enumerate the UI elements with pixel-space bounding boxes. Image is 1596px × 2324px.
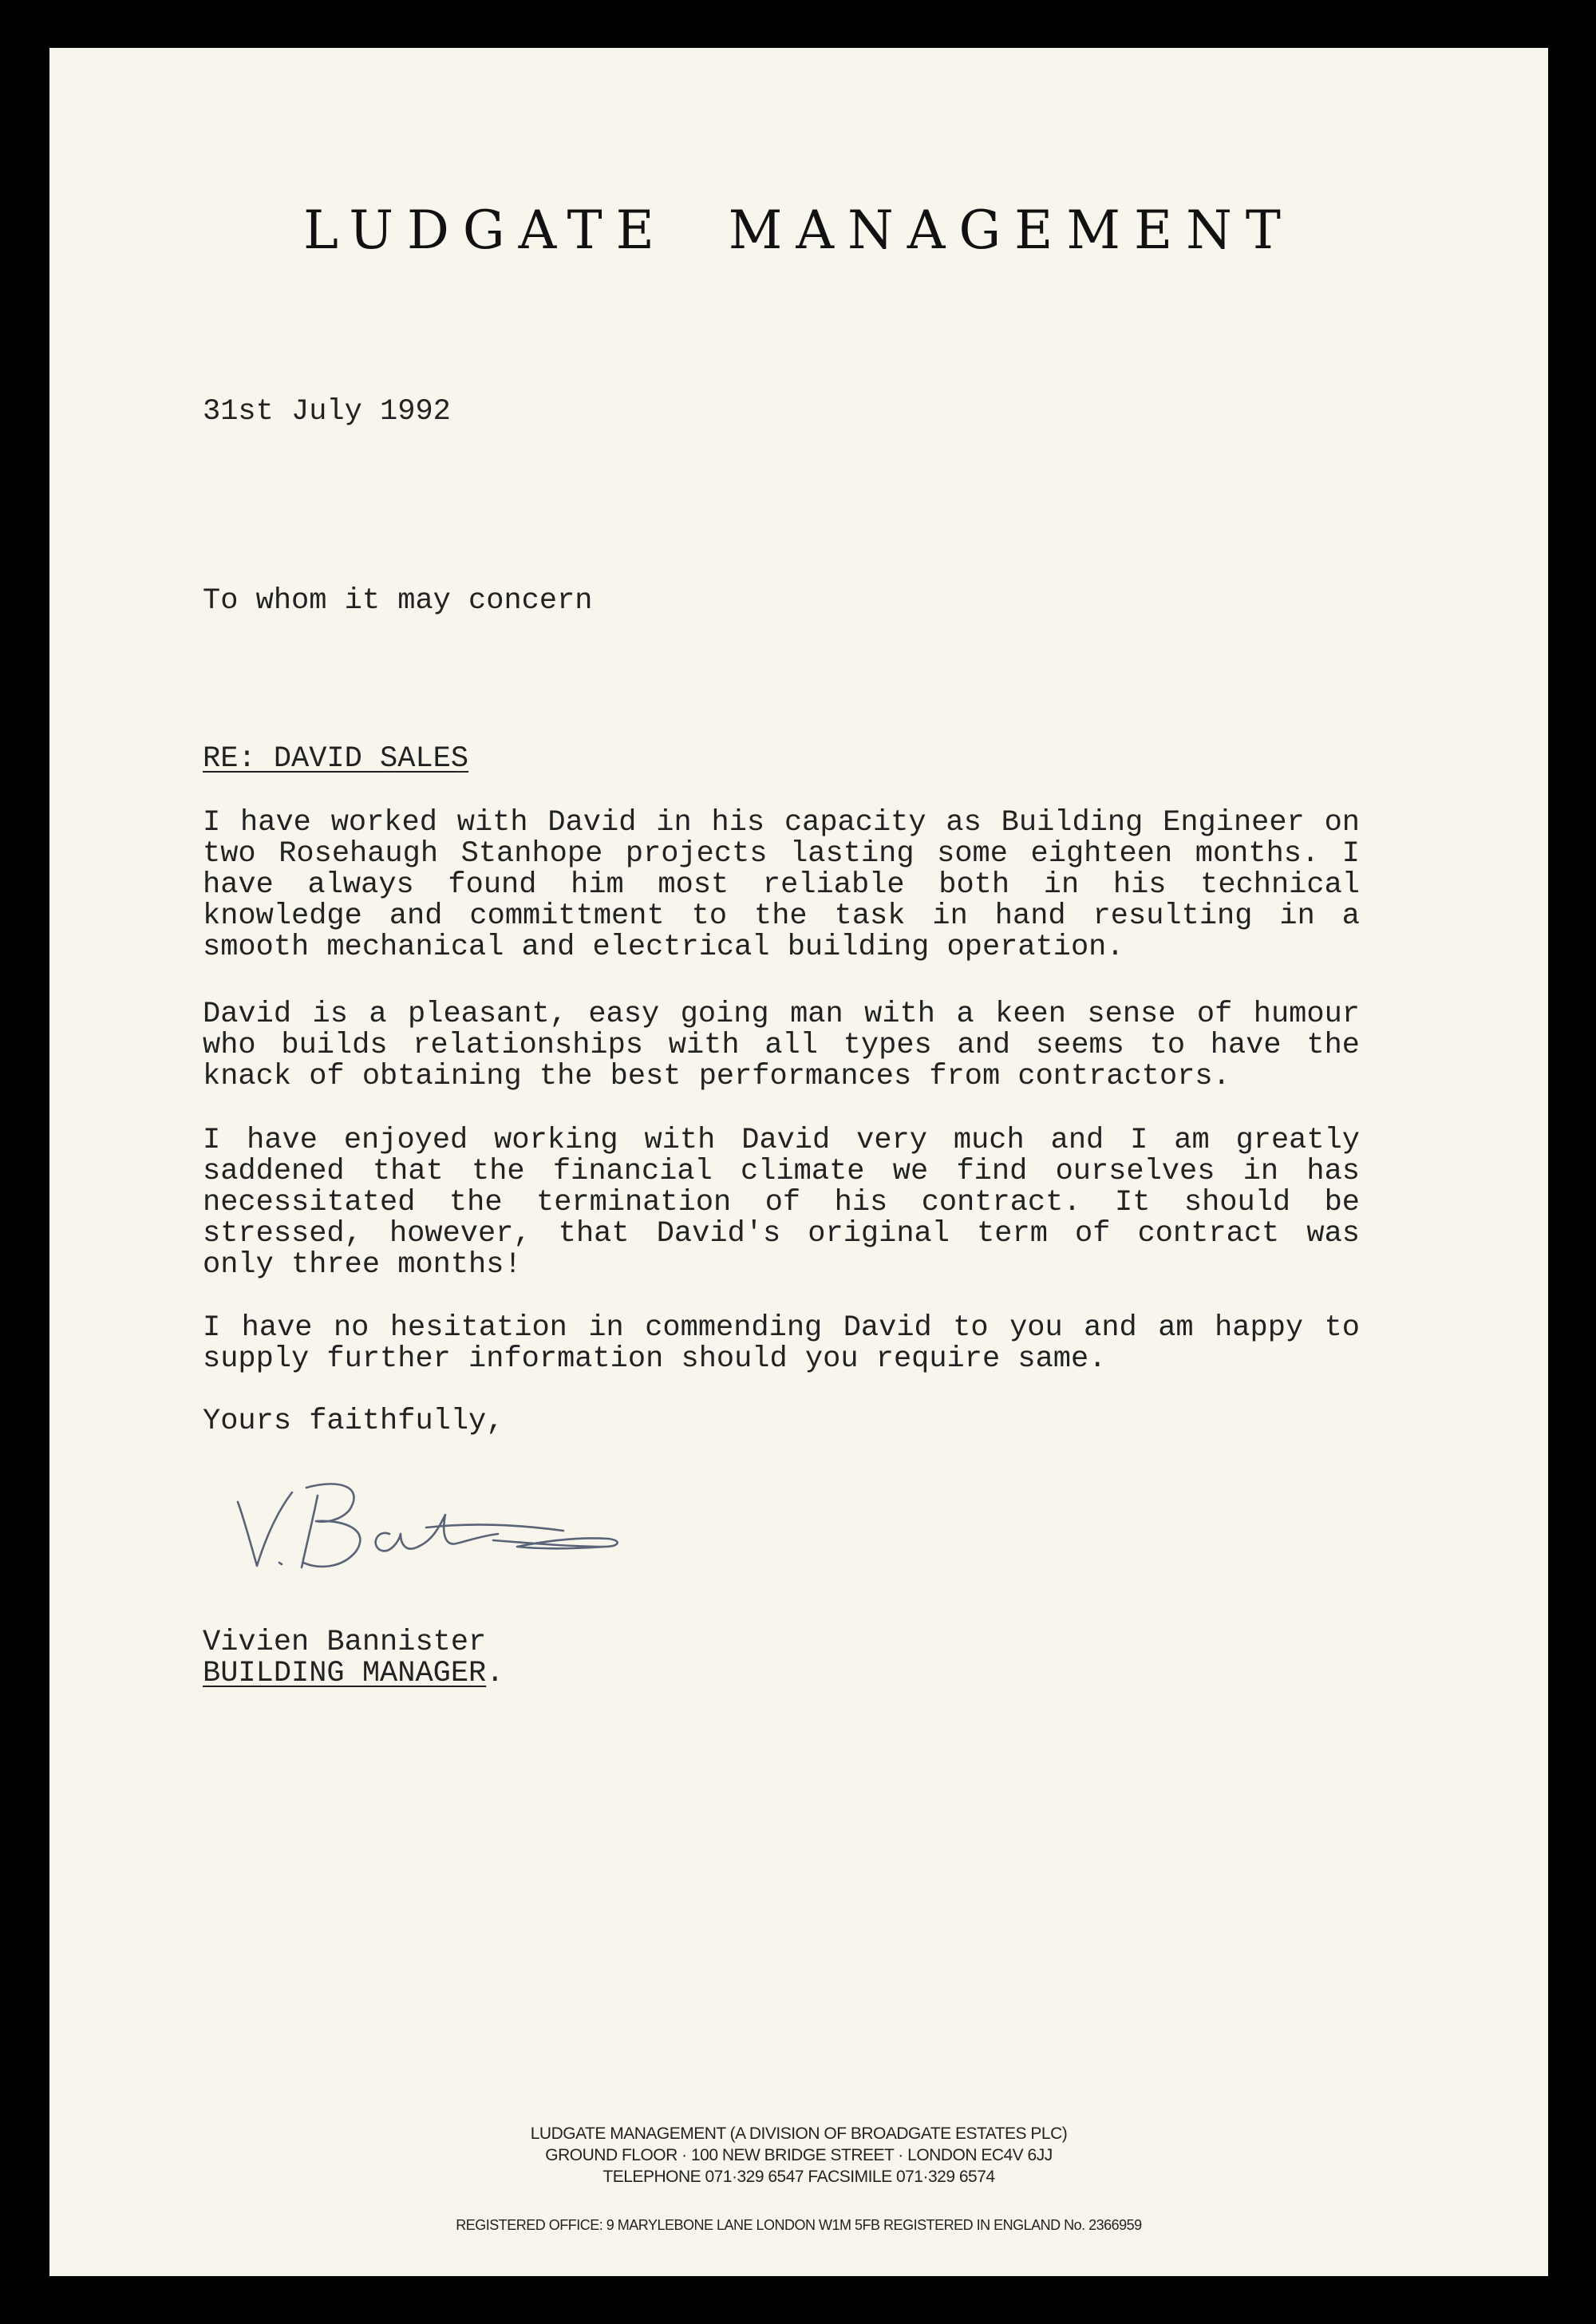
letter-date: 31st July 1992	[203, 395, 451, 429]
signer-title-text: BUILDING MANAGER	[203, 1657, 487, 1690]
signer-title-suffix: .	[486, 1657, 504, 1690]
subject-line: RE: DAVID SALES	[203, 742, 469, 776]
handwritten-signature	[230, 1464, 741, 1583]
footer-company: LUDGATE MANAGEMENT (A DIVISION OF BROADGATE ESTATES PLC)	[530, 2124, 1068, 2143]
footer-address: GROUND FLOOR · 100 NEW BRIDGE STREET · LONDON EC4V 6JJ	[545, 2146, 1053, 2164]
closing: Yours faithfully,	[203, 1405, 504, 1438]
body-paragraph-1: I have worked with David in his capacity as Building Engineer on two Rosehaugh Stanhope projects lasting some eighteen months. I have always found him most reliable both in his technical knowledge and committment to the task in hand resulting in a smooth mechanical and electrical building operation.	[203, 806, 1360, 964]
salutation: To whom it may concern	[203, 584, 593, 618]
footer-registered-office: REGISTERED OFFICE: 9 MARYLEBONE LANE LONDON W1M 5FB REGISTERED IN ENGLAND No. 2366959	[456, 2217, 1142, 2233]
signer-title	[203, 1658, 1360, 1690]
signer-name: Vivien Bannister	[203, 1626, 487, 1659]
body-paragraph-2: David is a pleasant, easy going man with a keen sense of humour who builds relationships with all types and seems to have the knack of obtaining the best performances from contractors.	[203, 998, 1360, 1093]
letter-page	[49, 48, 1548, 2276]
body-paragraph-3: I have enjoyed working with David very much and I am greatly saddened that the financial climate we find ourselves in has necessitated the termination of his contract. It should be stressed, however, that David's original term of contract was only three months!	[203, 1124, 1360, 1282]
body-paragraph-4: I have no hesitation in commending David to you and am happy to supply further information should you require same.	[203, 1311, 1360, 1376]
footer-phone-fax: TELEPHONE 071·329 6547 FACSIMILE 071·329 6574	[602, 2168, 995, 2186]
letterhead-title: LUDGATE MANAGEMENT	[303, 200, 1294, 261]
